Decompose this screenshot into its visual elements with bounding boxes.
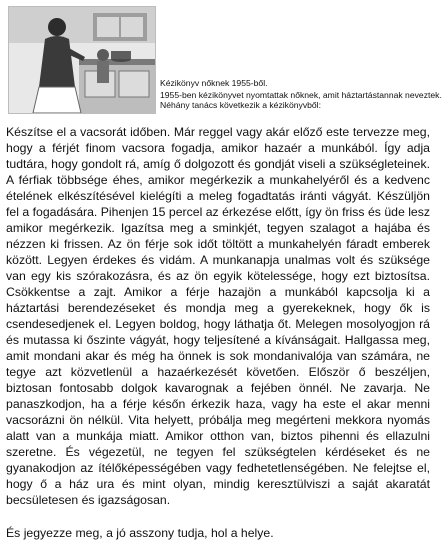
- article-closing: És jegyezze meg, a jó asszony tudja, hol a helye.: [6, 526, 274, 540]
- caption-text: 1955-ben kézikönyvet nyomtattak nőknek, amit háztartástannak neveztek. Néhány tanács következik a kézikönyvből:: [160, 90, 442, 110]
- caption: [160, 78, 444, 110]
- vintage-illustration: [8, 6, 156, 114]
- article-body: [6, 124, 430, 508]
- caption-title: Kézikönyv nőknek 1955-ből.: [160, 78, 268, 88]
- header: [0, 0, 448, 118]
- kitchen-scene-icon: [9, 7, 155, 113]
- article-paragraph: Készítse el a vacsorát időben. Már reggel vagy akár előző este tervezze meg, hogy a férjét finom vacsora fogadja, amikor hazaér a munkából. Így adja tudtára, hogy gondolt rá, amíg ő dolgozott és gondját viseli a szükségleteinek. A férfiak többsége éhes, amikor megérkezik a munkahelyéről és a kedvenc ételének elkészítésével kielégíti a meleg fogadtatás iránti vágyát. Készüljön fel a fogadására. Pihenjen 15 percel az érkezése előtt, így ön friss és üde lesz amikor megérkezik. Igazítsa meg a sminkjét, tegyen szalagot a hajába és nézzen ki frissen. Az ön férje sok időt töltött a munkahelyén fáradt emberek között. Legyen érdekes és vidám. A munkanapja unalmas volt és szüksége van egy kis szórakozásra, és az ön egyik kötelessége, hogy ezt biztosítsa. Csökkentse a zajt. Amikor a férje hazajön a munkából kapcsolja ki a háztartási berendezéseket és mondja meg a gyerekeknek, hogy ők is csendesedjenek el. Legyen boldog, hogy láthatja őt. Melegen mosolyogjon rá és mutassa ki őszinte vágyát, hogy teljesítené a kívánságait. Hallgassa meg, amit mondani akar és még ha önnek is sok mondanivalója van számára, ne tegye azt közvetlenül a hazaérkezését követően. Először ő beszéljen, biztosan fontosabb dolgok kavarognak a fejében önnél. Ne zavarja. Ne panaszkodjon, ha a férje későn érkezik haza, vagy ha este el akar menni vacsorázni ön nélkül. Vita helyett, próbálja meg megérteni mekkora nyomás alatt van a munkája miatt. Amikor otthon van, biztos pihenni és ellazulni szeretne. És végezetül, ne tegyen fel szükségtelen kérdéseket és ne gyanakodjon az ítélőképességében vagy fedhetetlenségében. Ne felejtse el, hogy ő a ház ura és mint olyan, mindig keresztülviszi a saját akaratát becsületesen és igazságosan.: [6, 125, 430, 507]
